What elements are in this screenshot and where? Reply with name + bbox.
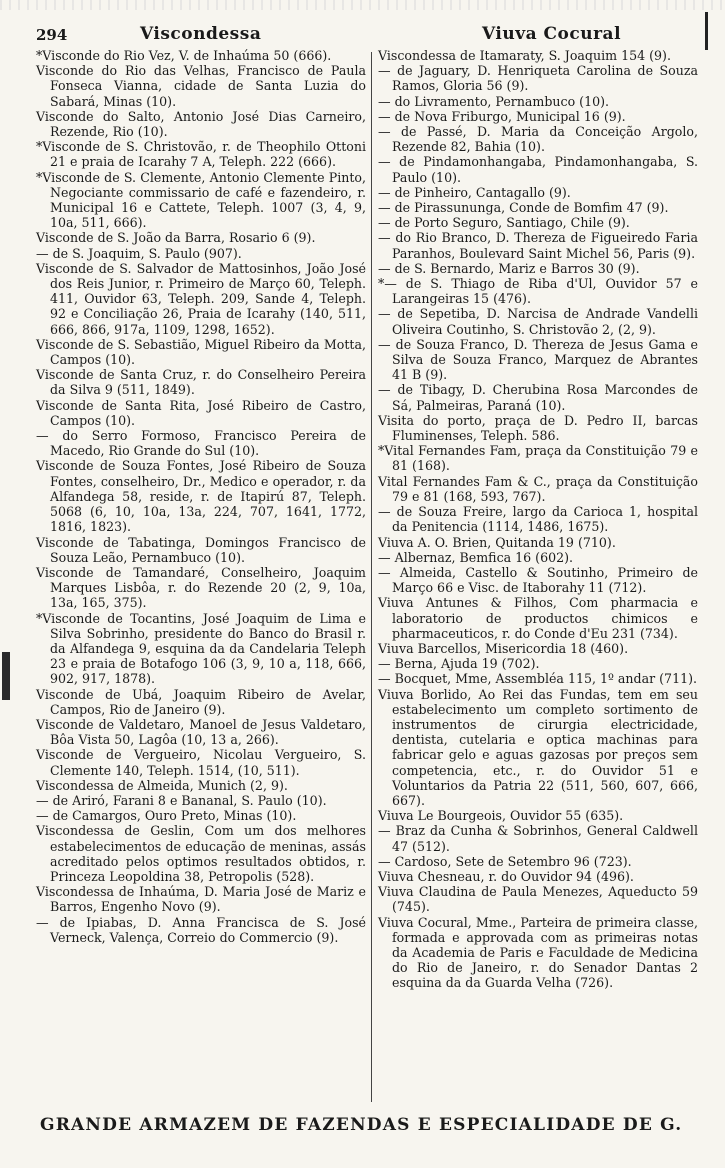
directory-entry: Vital Fernandes Fam & C., praça da Constituição 79 e 81 (168, 593, 767). (378, 473, 698, 504)
directory-entry: Visconde de S. Sebastião, Miguel Ribeiro da Motta, Campos (10). (36, 336, 366, 368)
directory-entry: — Bocquet, Mme, Assembléa 115, 1º andar (711). (378, 671, 698, 687)
directory-entry: *— de S. Thiago de Riba d'Ul, Ouvidor 57 e Larangeiras 15 (476). (378, 276, 698, 307)
directory-entry: — de Jaguary, D. Henriqueta Carolina de Souza Ramos, Gloria 56 (9). (378, 63, 698, 94)
directory-entry: *Visconde de Tocantins, José Joaquim de Lima e Silva Sobrinho, presidente do Banco do Brasil r. da Alfandega 9, esquina da da Candelaria Teleph 23 e praia de Botafogo 106 (3, 9, 10 a, 118, 666, 902, 917, 1878). (36, 610, 366, 687)
directory-entry: Visconde de S. Salvador de Mattosinhos, João José dos Reis Junior, r. Primeiro de Março 60, Teleph. 411, Ouvidor 63, Teleph. 209, Sande 4, Teleph. 92 e Conciliação 26, Praia de Icarahy (140, 511, 666, 866, 917a, 1109, 1298, 1652). (36, 260, 366, 337)
directory-entry: — Albernaz, Bemfica 16 (602). (378, 549, 574, 565)
directory-entry: Visconde de Santa Cruz, r. do Conselheiro Pereira da Silva 9 (511, 1849). (36, 367, 366, 398)
directory-entry: Viuva Chesneau, r. do Ouvidor 94 (496). (378, 868, 634, 884)
directory-entry: *Visconde de S. Christovão, r. de Theophilo Ottoni 21 e praia de Icarahy 7 A, Teleph. 222 (666). (36, 139, 366, 170)
directory-entry: — de Souza Freire, largo da Carioca 1, hospital da Penitencia (1114, 1486, 1675). (378, 504, 698, 535)
column-divider (371, 52, 372, 1102)
page-header (30, 22, 710, 46)
directory-entry: — do Livramento, Pernambuco (10). (378, 93, 610, 109)
directory-entry: — Almeida, Castello & Soutinho, Primeiro de Março 66 e Visc. de Itaborahy 11 (712). (378, 564, 698, 596)
directory-entry: Viuva Antunes & Filhos, Com pharmacia e laboratorio de productos chimicos e pharmaceuticos, r. do Conde d'Eu 231 (734). (378, 595, 698, 641)
directory-entry: Viscondessa de Itamaraty, S. Joaquim 154 (9). (378, 48, 671, 63)
directory-entry: Visconde de Valdetaro, Manoel de Jesus Valdetaro, Bôa Vista 50, Lagôa (10, 13 a, 266). (36, 716, 366, 748)
footer-advertisement: GRANDE ARMAZEM DE FAZENDAS E ESPECIALIDADE DE G. (40, 1115, 683, 1135)
directory-entry: Visconde de Souza Fontes, José Ribeiro de Souza Fontes, conselheiro, Dr., Medico e operador, r. da Alfandega 58, reside, r. de Itapirú 87, Teleph. 5068 (6, 10, 10a, 13a, 224, 707, 1641, 1772, 1816, 1823). (36, 458, 366, 535)
directory-entry: — do Rio Branco, D. Thereza de Figueiredo Faria Paranhos, Boulevard Saint Michel 56, Paris (9). (378, 230, 698, 261)
directory-entry: Viuva Claudina de Paula Menezes, Aqueducto 59 (745). (378, 884, 698, 915)
directory-entry: Viscondessa de Inhaúma, D. Maria José de Mariz e Barros, Engenho Novo (9). (36, 884, 366, 915)
directory-entry: — Berna, Ajuda 19 (702). (378, 656, 540, 672)
directory-entry: — do Serro Formoso, Francisco Pereira de Macedo, Rio Grande do Sul (10). (36, 428, 366, 459)
directory-entry: Viscondessa de Almeida, Munich (2, 9). (36, 777, 288, 793)
directory-entry: Viuva Le Bourgeois, Ouvidor 55 (635). (378, 808, 624, 824)
directory-entry: — de Tibagy, D. Cherubina Rosa Marcondes de Sá, Palmeiras, Paraná (10). (378, 382, 698, 413)
directory-entry: — de Nova Friburgo, Municipal 16 (9). (378, 108, 626, 124)
directory-entry: *Visconde de S. Clemente, Antonio Clemente Pinto, Negociante commissario de café e fazendeiro, r. Municipal 16 e Cattete, Teleph. 1007 (3, 4, 9, 10a, 511, 666). (36, 169, 366, 231)
left-column (36, 48, 366, 945)
header-left-title: Viscondessa (140, 24, 262, 44)
directory-entry: — Braz da Cunha & Sobrinhos, General Caldwell 47 (512). (378, 823, 698, 854)
directory-entry: Visconde de Ubá, Joaquim Ribeiro de Avelar, Campos, Rio de Janeiro (9). (36, 686, 366, 717)
directory-entry: — de Ipiabas, D. Anna Francisca de S. José Verneck, Valença, Correio do Commercio (9). (36, 914, 366, 945)
directory-entry: — de S. Bernardo, Mariz e Barros 30 (9). (378, 260, 640, 276)
directory-entry: — Cardoso, Sete de Setembro 96 (723). (378, 853, 632, 869)
directory-entry: — de Pinheiro, Cantagallo (9). (378, 184, 571, 200)
directory-entry: Visconde do Rio das Velhas, Francisco de Paula Fonseca Vianna, cidade de Santa Luzia do Sabará, Minas (10). (36, 63, 366, 109)
directory-entry: Viuva Barcellos, Misericordia 18 (460). (378, 640, 629, 656)
scan-noise (0, 0, 725, 10)
directory-entry: Visconde de S. João da Barra, Rosario 6 (9). (36, 230, 316, 246)
directory-entry: — de Souza Franco, D. Thereza de Jesus Gama e Silva de Souza Franco, Marquez de Abrantes 41 B (9). (378, 336, 698, 383)
directory-entry: — de Sepetiba, D. Narcisa de Andrade Vandelli Oliveira Coutinho, S. Christovão 2, (2, 9). (378, 306, 698, 337)
directory-entry: Viuva A. O. Brien, Quitanda 19 (710). (378, 534, 616, 550)
directory-entry: — de Porto Seguro, Santiago, Chile (9). (378, 215, 630, 231)
header-right-title: Viuva Cocural (482, 24, 622, 44)
directory-entry: Visita do porto, praça de D. Pedro II, barcas Fluminenses, Teleph. 586. (378, 412, 698, 444)
right-column (378, 48, 698, 991)
margin-ink-mark (2, 652, 10, 700)
directory-entry: Visconde de Tamandaré, Conselheiro, Joaquim Marques Lisbôa, r. do Rezende 20 (2, 9, 10a, 13a, 165, 375). (36, 564, 366, 611)
directory-entry: Visconde de Tabatinga, Domingos Francisco de Souza Leão, Pernambuco (10). (36, 534, 366, 565)
directory-entry: — de Passé, D. Maria da Conceição Argolo, Rezende 82, Bahia (10). (378, 124, 698, 155)
directory-entry: Visconde do Salto, Antonio José Dias Carneiro, Rezende, Rio (10). (36, 108, 366, 140)
directory-entry: — de Ariró, Farani 8 e Bananal, S. Paulo (10). (36, 792, 327, 808)
directory-entry: Viscondessa de Geslin, Com um dos melhores estabelecimentos de educação de meninas, assás acreditado pelos optimos resultados obtidos, r. Princeza Leopoldina 38, Petropolis (528). (36, 823, 366, 884)
directory-entry: — de S. Joaquim, S. Paulo (907). (36, 245, 242, 261)
directory-entry: *Vital Fernandes Fam, praça da Constituição 79 e 81 (168). (378, 443, 698, 474)
directory-entry: — de Camargos, Ouro Preto, Minas (10). (36, 808, 297, 824)
directory-entry: Visconde de Vergueiro, Nicolau Vergueiro, S. Clemente 140, Teleph. 1514, (10, 511). (36, 747, 366, 778)
directory-entry: — de Pirassununga, Conde de Bomfim 47 (9). (378, 200, 669, 216)
directory-entry: Viuva Cocural, Mme., Parteira de primeira classe, formada e approvada com as primeiras notas da Academia de Paris e Faculdade de Medicina do Rio de Janeiro, r. do Senador Dantas 2 esquina da da Guarda Velha (726). (378, 914, 698, 991)
directory-entry: *Visconde do Rio Vez, V. de Inhaúma 50 (666). (36, 48, 332, 63)
page-number: 294 (36, 26, 68, 44)
directory-entry: Viuva Borlido, Ao Rei das Fundas, tem em seu estabelecimento um completo sortimento de instrumentos de cirurgia electricidade, dentista, cutelaria e optica machinas para fabricar gelo e aguas gazosas por preços sem competencia, etc., r. do Ouvidor 51 e Voluntarios da Patria 22 (511, 560, 607, 666, 667). (378, 686, 698, 808)
directory-entry: — de Pindamonhangaba, Pindamonhangaba, S. Paulo (10). (378, 154, 698, 185)
header-rule-mark (705, 12, 708, 50)
directory-entry: Visconde de Santa Rita, José Ribeiro de Castro, Campos (10). (36, 397, 366, 428)
